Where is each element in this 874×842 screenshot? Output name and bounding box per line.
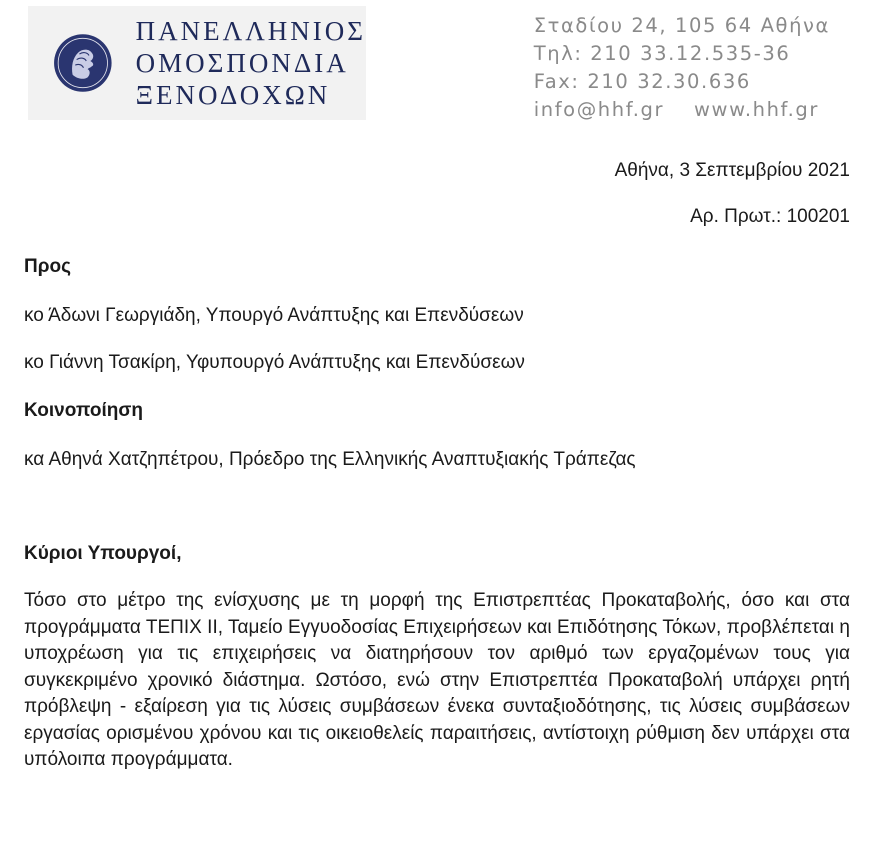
recipient-1: κο Άδωνι Γεωργιάδη, Υπουργό Ανάπτυξης και Επενδύσεων	[24, 305, 524, 326]
fax: Fax: 210 32.30.636	[533, 70, 751, 93]
email-link[interactable]: info@hhf.gr	[533, 98, 665, 121]
org-name-line-1: ΠΑΝΕΛΛΗΝΙΟΣ	[135, 16, 366, 46]
salutation: Κύριοι Υπουργοί,	[24, 543, 182, 564]
classical-profile-seal-icon	[52, 18, 114, 108]
address: Σταδίου 24, 105 64 Αθήνα	[533, 14, 830, 37]
cc-recipient-1: κα Αθηνά Χατζηπέτρου, Πρόεδρο της Ελληνικής Αναπτυξιακής Τράπεζας	[24, 449, 636, 470]
contact-block	[534, 12, 830, 124]
letter-date: Αθήνα, 3 Σεπτεμβρίου 2021	[614, 160, 850, 181]
email-web-line	[534, 96, 830, 124]
letter-paragraph: Τόσο στο μέτρο της ενίσχυσης με τη μορφή της Επιστρεπτέας Προκαταβολής, όσο και στα προγράμματα ΤΕΠΙΧ ΙΙ, Ταμείο Εγγυοδοσίας Επιχειρήσεων και Επιδότησης Τόκων, προβλέπεται η υποχρέωση για τις επιχειρήσεις να διατηρήσουν τον αριθμό των εργαζομένων τους για συγκεκριμένο χρονικό διάστημα. Ωστόσο, ενώ στην Επιστρεπτέα Προκαταβολή υπάρχει ρητή πρόβλεψη - εξαίρεση για τις λύσεις συμβάσεων ένεκα συνταξιοδότησης, τις λύσεις συμβάσεων εργασίας ορισμένου χρόνου και τις οικειοθελείς παραιτήσεις, αντίστοιχη ρύθμιση δεν υπάρχει στα υπόλοιπα προγράμματα.	[24, 590, 850, 770]
org-name-line-2: ΟΜΟΣΠΟΝΔΙΑ	[135, 48, 349, 78]
cc-heading: Κοινοποίηση	[24, 400, 143, 421]
to-heading: Προς	[24, 256, 71, 277]
organization-name	[136, 15, 366, 111]
protocol-number: Αρ. Πρωτ.: 100201	[690, 206, 850, 227]
phone: Τηλ: 210 33.12.535-36	[533, 42, 791, 65]
website-link[interactable]: www.hhf.gr	[693, 98, 819, 121]
org-name-line-3: ΞΕΝΟΔΟΧΩΝ	[135, 80, 331, 110]
recipient-2: κο Γιάννη Τσακίρη, Υφυπουργό Ανάπτυξης και Επενδύσεων	[24, 352, 525, 373]
letterhead-logo	[28, 6, 366, 120]
